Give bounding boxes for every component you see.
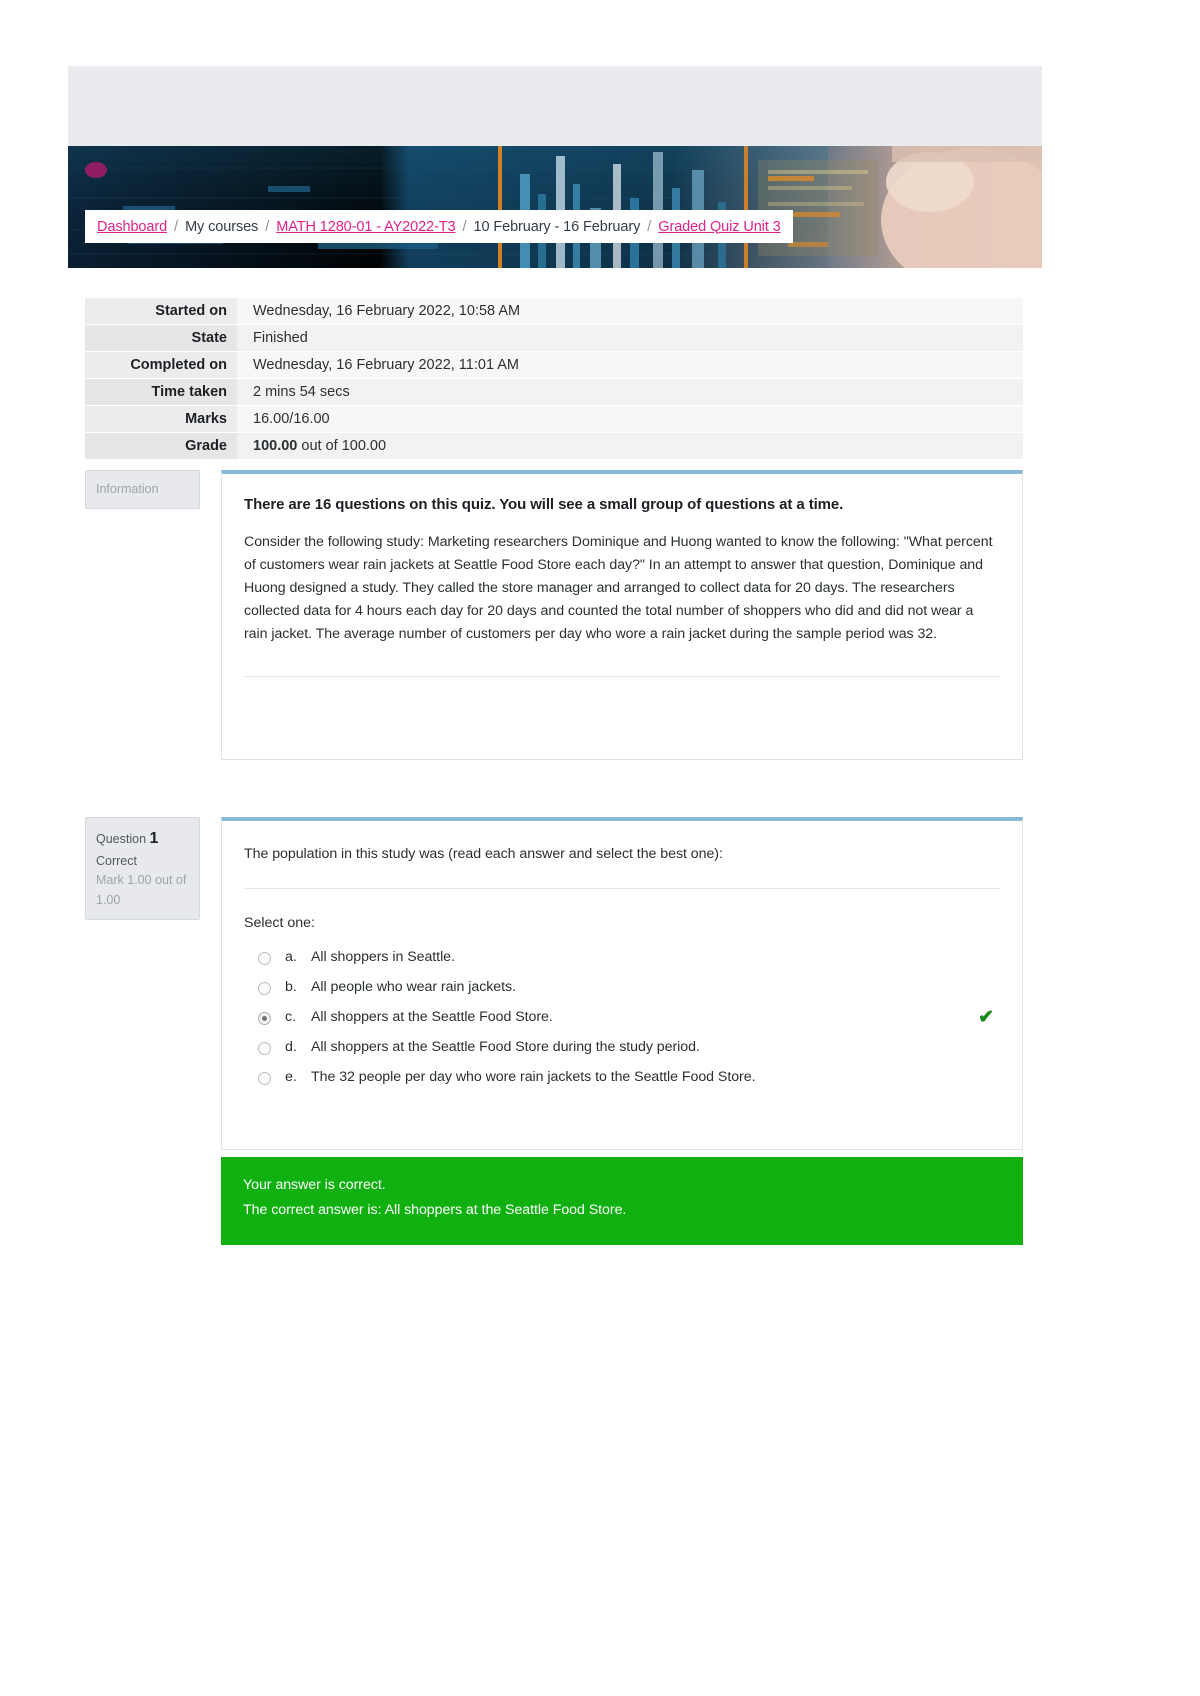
information-side-label: Information — [96, 482, 159, 496]
radio-button-b[interactable] — [258, 982, 271, 995]
summary-value-completed-on: Wednesday, 16 February 2022, 11:01 AM — [237, 352, 1023, 379]
breadcrumb-separator: / — [174, 218, 179, 235]
summary-value-state: Finished — [237, 325, 1023, 352]
breadcrumb-item-course[interactable]: MATH 1280-01 - AY2022-T3 — [276, 218, 456, 235]
breadcrumb — [85, 210, 793, 243]
check-icon: ✔ — [978, 1006, 994, 1028]
question-number: 1 — [149, 830, 159, 847]
summary-value-started-on: Wednesday, 16 February 2022, 10:58 AM — [237, 298, 1023, 325]
option-text-a: All shoppers in Seattle. — [311, 948, 455, 965]
select-one-label: Select one: — [244, 914, 315, 931]
summary-label-time-taken: Time taken — [85, 379, 237, 406]
answer-option-a[interactable] — [244, 943, 1000, 973]
breadcrumb-item-quiz[interactable]: Graded Quiz Unit 3 — [658, 218, 781, 235]
summary-value-time-taken: 2 mins 54 secs — [237, 379, 1023, 406]
information-body: Consider the following study: Marketing researchers Dominique and Huong wanted to know the following: "What percent of customers wear rain jackets at Seattle Food Store each day?" In an attempt to answer that question, Dominique and Huong designed a study. They called the store manager and arranged to collect data for 20 days. The researchers collected data for 4 hours each day for 20 days and counted the total number of shoppers who did and did not wear a rain jacket. The average number of customers per day who wore a rain jacket during the sample period was 32. — [244, 534, 993, 642]
question-text: The population in this study was (read each answer and select the best one): — [244, 846, 723, 862]
breadcrumb-item-week: 10 February - 16 February — [473, 218, 641, 235]
question-divider — [244, 888, 1000, 889]
table-row — [85, 325, 1023, 352]
question-state: Correct — [96, 853, 137, 868]
information-card — [221, 470, 1023, 760]
breadcrumb-separator: / — [462, 218, 467, 235]
information-divider — [244, 676, 1000, 677]
information-side-label-box — [85, 470, 200, 509]
attempt-summary-table — [85, 298, 1023, 460]
option-text-d: All shoppers at the Seattle Food Store during the study period. — [311, 1038, 700, 1055]
answer-option-c[interactable] — [244, 1003, 1000, 1033]
question-label-text: Question — [96, 832, 147, 846]
breadcrumb-separator: / — [265, 218, 270, 235]
feedback-banner — [221, 1157, 1023, 1245]
radio-button-a[interactable] — [258, 952, 271, 965]
feedback-correct-answer-text: The correct answer is: All shoppers at the Seattle Food Store. — [243, 1201, 627, 1218]
summary-label-marks: Marks — [85, 406, 237, 433]
question-card — [221, 817, 1023, 1150]
table-row — [85, 433, 1023, 460]
question-info-box — [85, 817, 200, 920]
option-text-c: All shoppers at the Seattle Food Store. — [311, 1008, 553, 1025]
answer-options-list — [244, 943, 1000, 1093]
question-number-label — [96, 827, 189, 852]
course-banner-image — [68, 146, 1042, 268]
breadcrumb-item-my-courses: My courses — [185, 218, 259, 235]
table-row — [85, 406, 1023, 433]
table-row — [85, 379, 1023, 406]
option-letter-c: c. — [285, 1008, 297, 1025]
option-letter-d: d. — [285, 1038, 297, 1055]
option-text-b: All people who wear rain jackets. — [311, 978, 516, 995]
page-top-strip — [68, 66, 1042, 146]
radio-button-d[interactable] — [258, 1042, 271, 1055]
option-letter-b: b. — [285, 978, 297, 995]
breadcrumb-item-dashboard[interactable]: Dashboard — [97, 218, 168, 235]
breadcrumb-separator: / — [647, 218, 652, 235]
option-letter-a: a. — [285, 948, 297, 965]
answer-option-b[interactable] — [244, 973, 1000, 1003]
summary-label-completed-on: Completed on — [85, 352, 237, 379]
option-text-e: The 32 people per day who wore rain jackets to the Seattle Food Store. — [311, 1068, 756, 1085]
option-letter-e: e. — [285, 1068, 297, 1085]
feedback-result-text: Your answer is correct. — [243, 1177, 386, 1193]
summary-label-grade: Grade — [85, 433, 237, 460]
information-heading: There are 16 questions on this quiz. You will see a small group of questions at a time. — [244, 496, 844, 513]
summary-value-grade — [237, 433, 1023, 460]
answer-option-d[interactable] — [244, 1033, 1000, 1063]
summary-label-state: State — [85, 325, 237, 352]
radio-button-e[interactable] — [258, 1072, 271, 1085]
question-mark: Mark 1.00 out of 1.00 — [96, 873, 187, 907]
radio-button-c[interactable] — [258, 1012, 271, 1025]
table-row — [85, 352, 1023, 379]
table-row — [85, 298, 1023, 325]
answer-option-e[interactable] — [244, 1063, 1000, 1093]
summary-label-started-on: Started on — [85, 298, 237, 325]
grade-score: 100.00 — [253, 438, 298, 454]
summary-value-marks: 16.00/16.00 — [237, 406, 1023, 433]
grade-out-of: out of 100.00 — [297, 438, 387, 454]
